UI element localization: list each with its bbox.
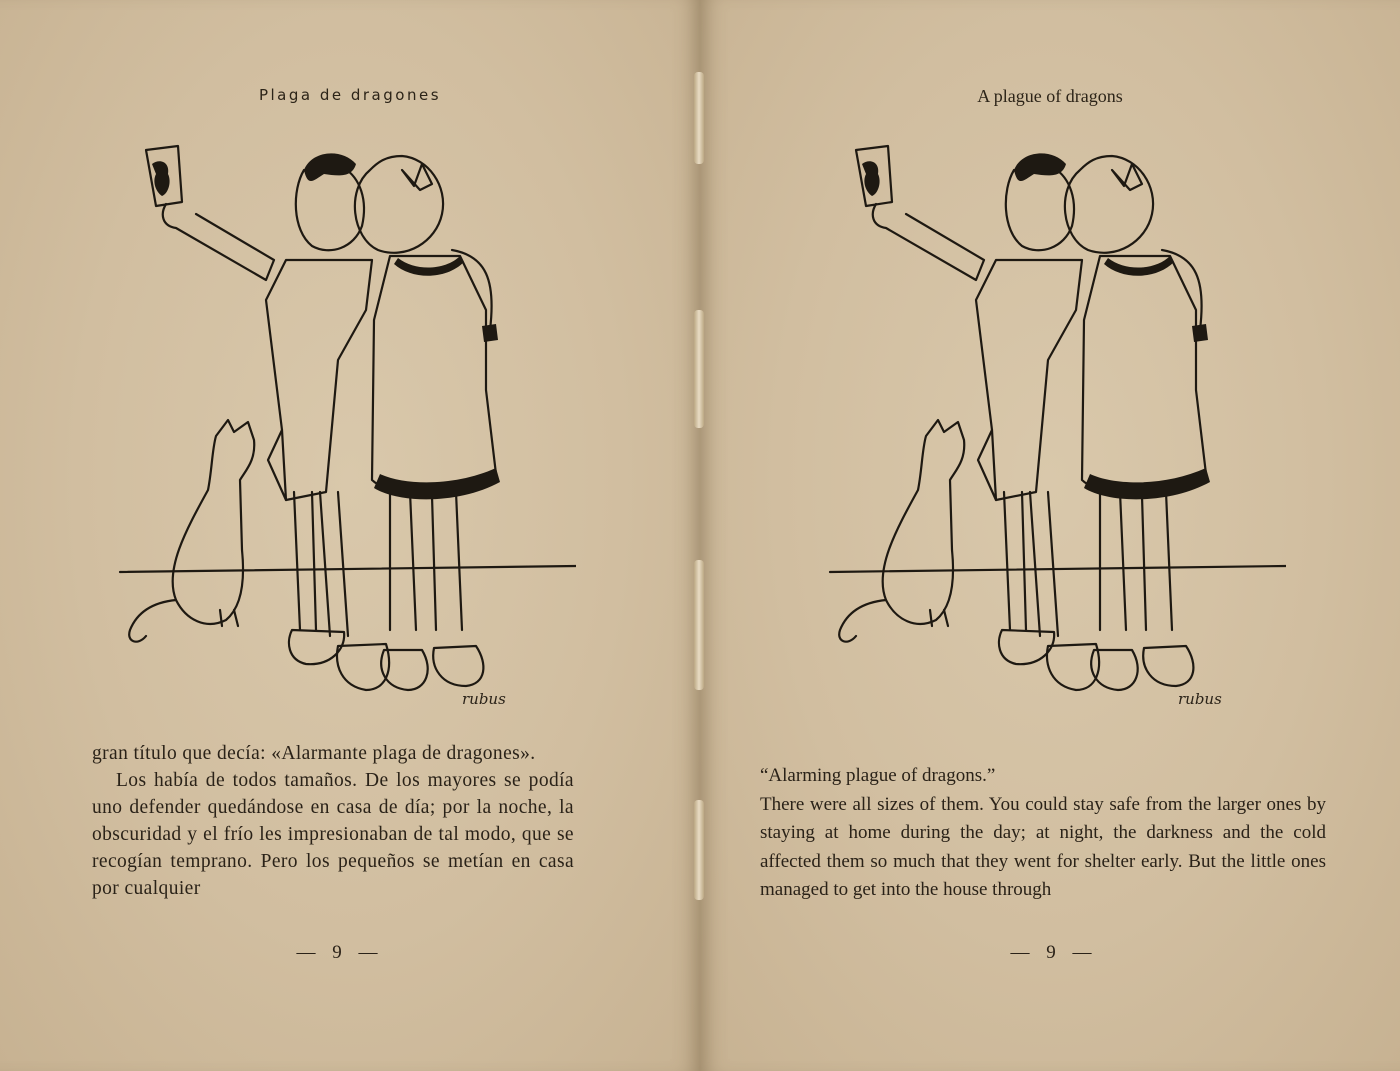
binding-thread xyxy=(694,72,704,164)
right-page-number: — 9 — xyxy=(1010,942,1098,963)
left-illustration xyxy=(116,130,576,720)
right-running-head: A plague of dragons xyxy=(977,86,1123,106)
right-paragraph-2: There were all sizes of them. You could stay safe from the larger ones by staying at home during the day; at night, the darkness and the cold affected them so much that they went for shelter early. But the little ones managed to get into the house through xyxy=(760,793,1326,900)
binding-thread xyxy=(694,560,704,690)
right-artist-signature: rubus xyxy=(1178,690,1222,708)
right-paragraph-1: “Alarming plague of dragons.” xyxy=(760,765,996,786)
children-with-cat-illustration xyxy=(826,130,1286,720)
binding-thread xyxy=(694,310,704,428)
left-body-text xyxy=(92,740,574,902)
right-page xyxy=(700,0,1400,1071)
left-paragraph-1: gran título que decía: «Alarmante plaga de dragones». xyxy=(92,743,536,764)
left-page-number: — 9 — xyxy=(296,942,384,963)
right-illustration xyxy=(826,130,1286,720)
left-running-head: Plaga de dragones xyxy=(258,86,442,104)
binding-thread xyxy=(694,800,704,900)
right-body-text xyxy=(760,762,1326,905)
children-with-cat-illustration xyxy=(116,130,576,720)
left-paragraph-2: Los había de todos tamaños. De los mayores se podía uno defender quedándose en casa de día; por la noche, la obscuridad y el frío les impresionaban de tal modo, que se recogían temprano. Pero los pequeños se metían en casa por cualquier xyxy=(92,770,574,899)
left-artist-signature: rubus xyxy=(462,690,506,708)
